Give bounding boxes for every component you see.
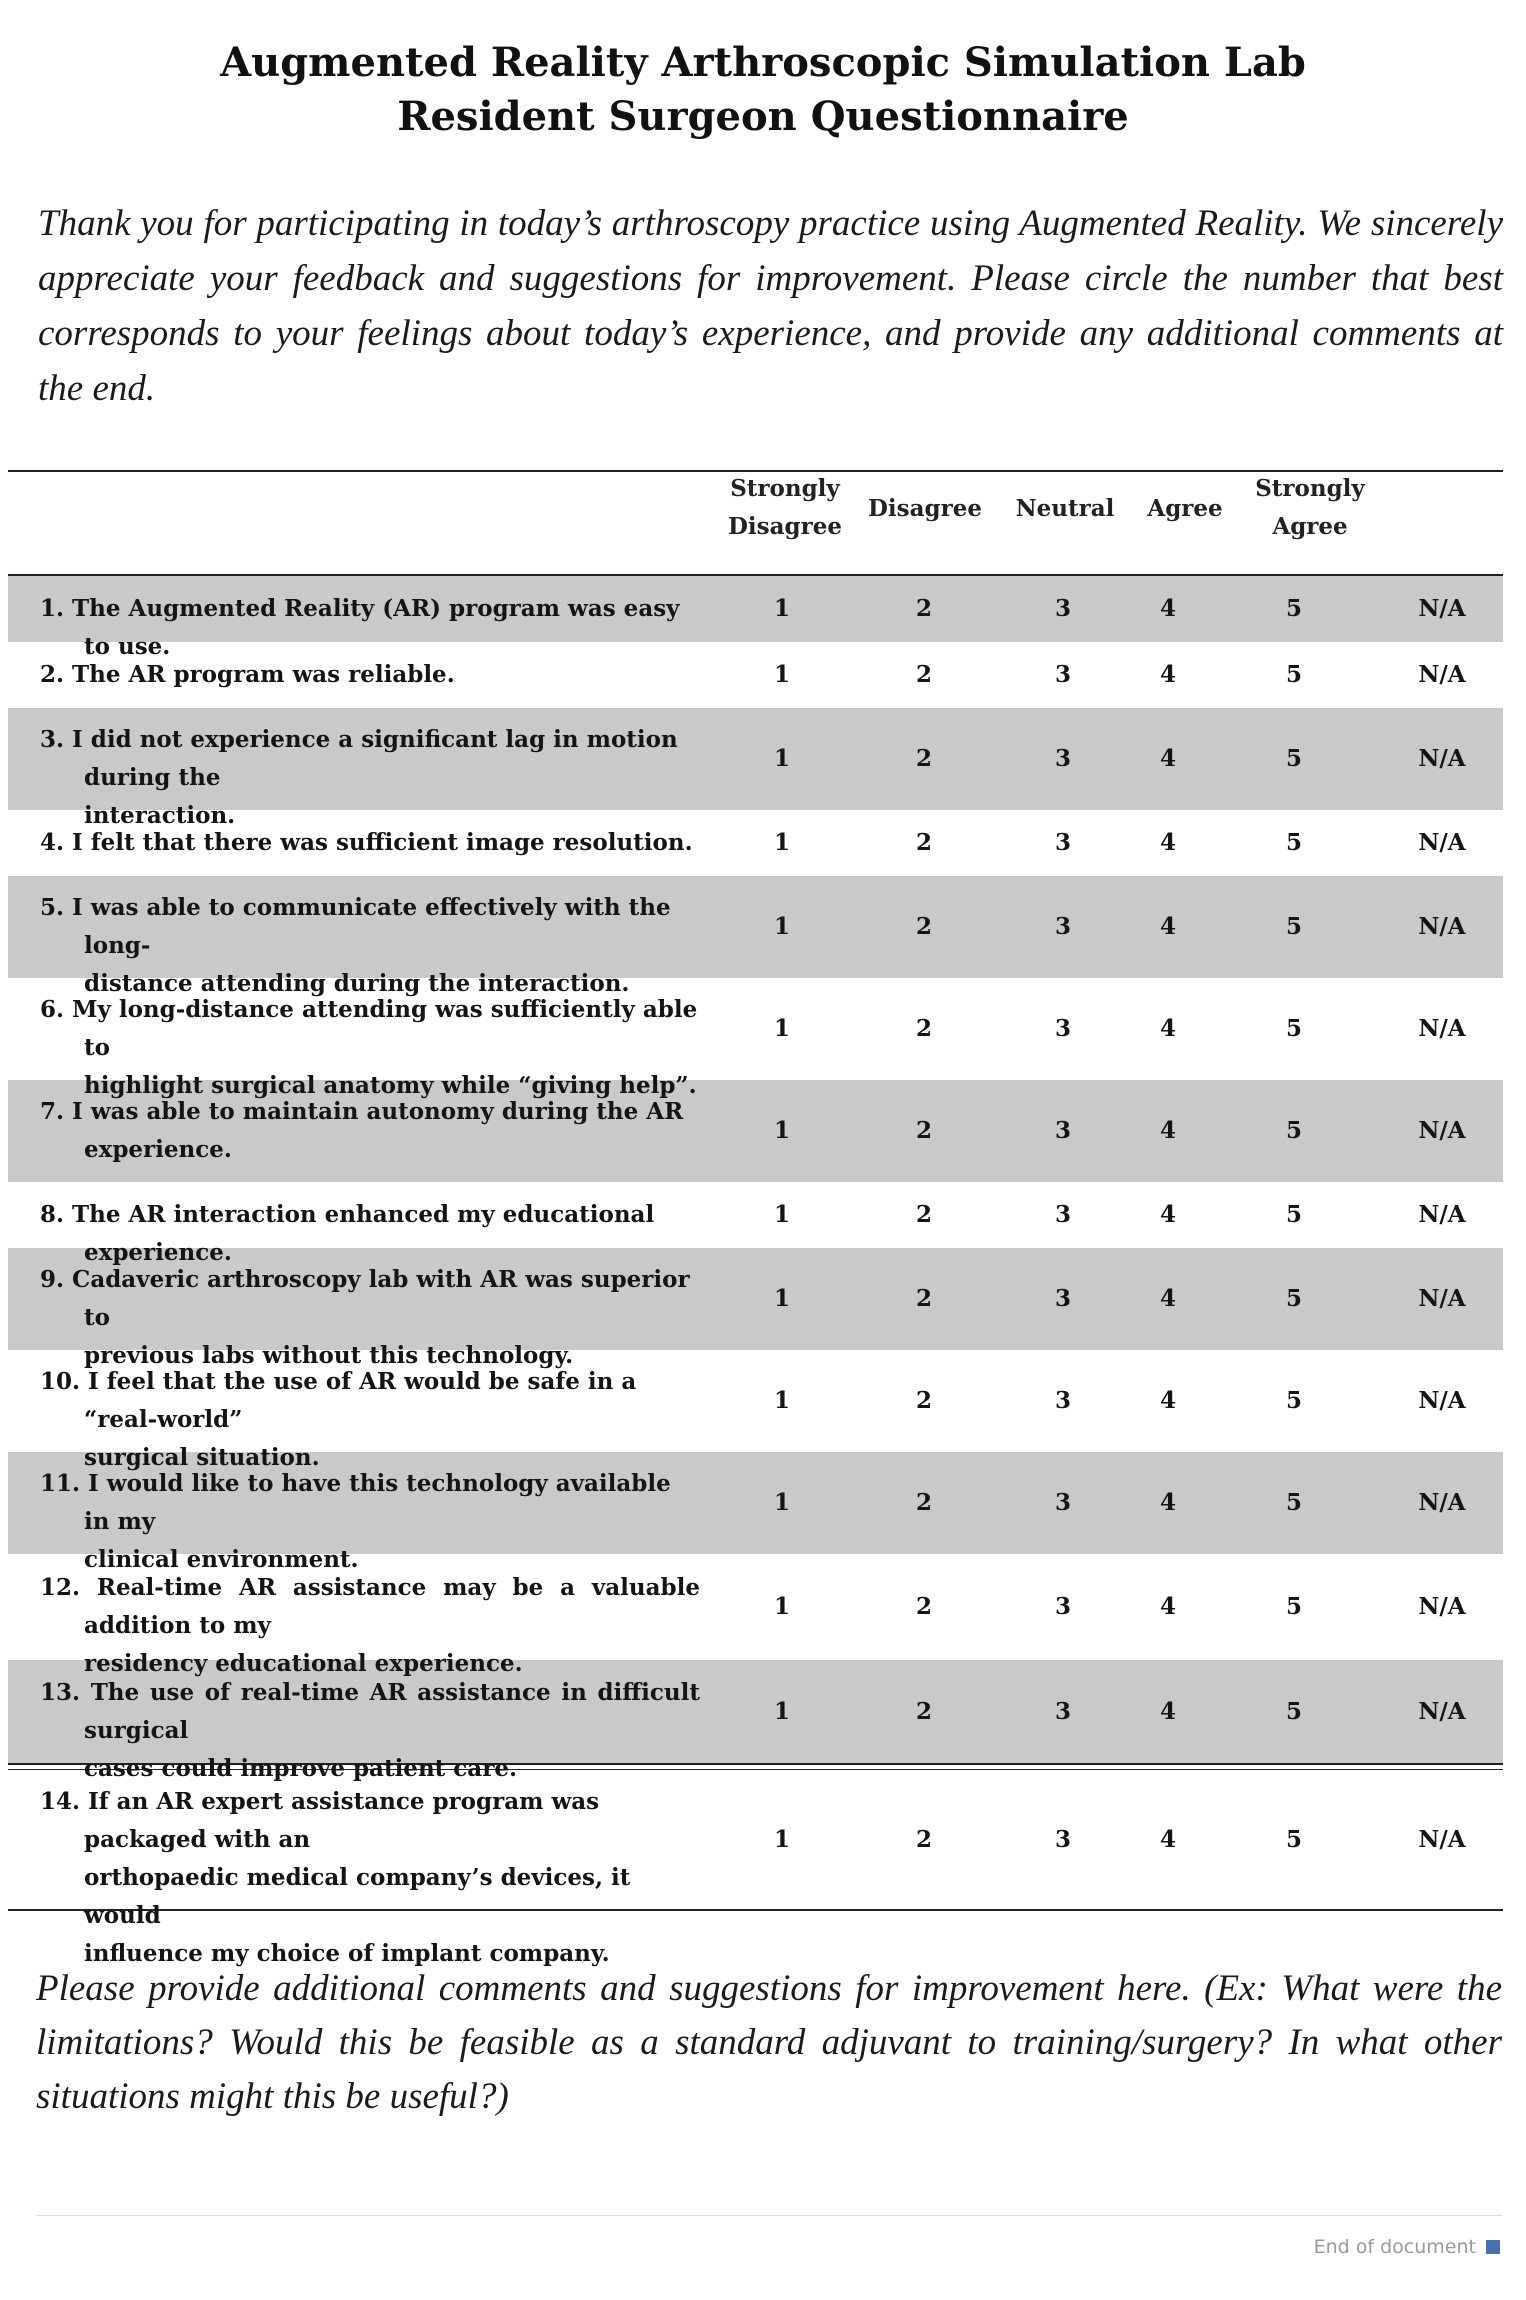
question-line: 12. Real-time AR assistance may be a valuable addition to my — [40, 1574, 700, 1639]
rating-option-3[interactable]: 3 — [1054, 661, 1071, 688]
rating-option-5[interactable]: 5 — [1285, 1387, 1302, 1414]
rating-option-3[interactable]: 3 — [1054, 913, 1071, 940]
rating-option-4[interactable]: 4 — [1159, 829, 1176, 856]
rating-option-1[interactable]: 1 — [773, 1593, 790, 1620]
rating-option-4[interactable]: 4 — [1159, 1826, 1176, 1853]
question-line: interaction. — [84, 802, 236, 829]
question-text — [40, 590, 700, 666]
question-line: 5. I was able to communicate effectively with the long- — [40, 894, 671, 959]
rating-option-3[interactable]: 3 — [1054, 1593, 1071, 1620]
rating-option-2[interactable]: 2 — [915, 1201, 932, 1228]
rating-option-5[interactable]: 5 — [1285, 1285, 1302, 1312]
rating-option-5[interactable]: 5 — [1285, 595, 1302, 622]
rating-option-4[interactable]: 4 — [1159, 1387, 1176, 1414]
rating-option-4[interactable]: 4 — [1159, 1201, 1176, 1228]
question-line: 13. The use of real-time AR assistance in difficult surgical — [40, 1678, 700, 1744]
header-disagree: Disagree — [867, 495, 982, 522]
rating-option-2[interactable]: 2 — [915, 829, 932, 856]
rating-option-5[interactable]: 5 — [1285, 1117, 1302, 1144]
rating-option-4[interactable]: 4 — [1159, 913, 1176, 940]
question-line: 6. My long-distance attending was sufficiently able to — [40, 996, 698, 1061]
rating-option-na[interactable]: N/A — [1418, 1117, 1466, 1144]
header-strongly-disagree-line2: Disagree — [727, 513, 842, 540]
question-line: 11. I would like to have this technology available in my — [40, 1470, 671, 1535]
rating-option-4[interactable]: 4 — [1159, 1015, 1176, 1042]
rating-option-na[interactable]: N/A — [1418, 745, 1466, 772]
rating-option-na[interactable]: N/A — [1418, 1489, 1466, 1516]
rating-option-2[interactable]: 2 — [915, 1826, 932, 1853]
question-line: 3. I did not experience a significant lag in motion during the — [40, 726, 678, 791]
question-line: experience. — [84, 1136, 232, 1163]
rating-option-2[interactable]: 2 — [915, 913, 932, 940]
rating-option-5[interactable]: 5 — [1285, 829, 1302, 856]
rating-option-1[interactable]: 1 — [773, 1117, 790, 1144]
question-line: 2. The AR program was reliable. — [40, 661, 455, 688]
question-text — [40, 1465, 700, 1579]
rating-option-5[interactable]: 5 — [1285, 1826, 1302, 1853]
question-text — [40, 991, 700, 1105]
rating-option-1[interactable]: 1 — [773, 1015, 790, 1042]
rating-option-na[interactable]: N/A — [1418, 1387, 1466, 1414]
rating-option-5[interactable]: 5 — [1285, 1015, 1302, 1042]
rating-option-1[interactable]: 1 — [773, 1697, 790, 1725]
rating-option-2[interactable]: 2 — [915, 745, 932, 772]
rating-option-5[interactable]: 5 — [1285, 1489, 1302, 1516]
rating-option-5[interactable]: 5 — [1285, 745, 1302, 772]
rating-option-3[interactable]: 3 — [1054, 595, 1071, 622]
question-line: 14. If an AR expert assistance program was packaged with an — [40, 1788, 600, 1853]
rating-option-na[interactable]: N/A — [1418, 1015, 1466, 1042]
rating-option-3[interactable]: 3 — [1054, 1117, 1071, 1144]
rating-option-3[interactable]: 3 — [1054, 1697, 1071, 1725]
question-text — [40, 656, 700, 694]
question-text — [40, 1674, 700, 1788]
document-title-line1: Augmented Reality Arthroscopic Simulation Lab — [220, 39, 1306, 86]
question-text — [40, 1093, 700, 1169]
rating-option-na[interactable]: N/A — [1418, 913, 1466, 940]
question-line: highlight surgical anatomy while “giving help”. — [84, 1072, 697, 1099]
rating-option-na[interactable]: N/A — [1418, 1593, 1466, 1620]
rating-option-5[interactable]: 5 — [1285, 1593, 1302, 1620]
rating-option-1[interactable]: 1 — [773, 829, 790, 856]
rating-option-2[interactable]: 2 — [915, 661, 932, 688]
question-line: influence my choice of implant company. — [84, 1940, 610, 1967]
header-strongly-agree — [1230, 470, 1390, 546]
header-strongly-agree-line1: Strongly — [1255, 475, 1365, 502]
question-line: 7. I was able to maintain autonomy during the AR — [40, 1098, 684, 1125]
question-line: 1. The Augmented Reality (AR) program was easy to use. — [40, 595, 680, 660]
rating-option-1[interactable]: 1 — [773, 1387, 790, 1414]
header-agree: Agree — [1147, 495, 1223, 522]
question-line: 10. I feel that the use of AR would be safe in a “real-world” — [40, 1368, 637, 1433]
question-text — [40, 1569, 700, 1683]
question-line: surgical situation. — [84, 1444, 320, 1471]
rating-option-4[interactable]: 4 — [1159, 1117, 1176, 1144]
rating-option-2[interactable]: 2 — [915, 1015, 932, 1042]
header-strongly-agree-line2: Agree — [1272, 513, 1348, 540]
rating-option-4[interactable]: 4 — [1159, 661, 1176, 688]
rating-option-5[interactable]: 5 — [1285, 913, 1302, 940]
end-marker-icon — [1486, 2240, 1500, 2254]
question-line: 8. The AR interaction enhanced my educational experience. — [40, 1201, 655, 1266]
rating-option-na[interactable]: N/A — [1418, 829, 1466, 856]
intro-paragraph: Thank you for participating in today’s arthroscopy practice using Augmented Reality. We sincerely appreciate your feedback and suggestions for improvement. Please circle the number that best corresponds to your feelings about today’s experience, and provide any additional comments at the end. — [38, 203, 1503, 409]
rating-option-4[interactable]: 4 — [1159, 595, 1176, 622]
rating-option-3[interactable]: 3 — [1054, 1015, 1071, 1042]
rating-option-na[interactable]: N/A — [1418, 595, 1466, 622]
rating-option-1[interactable]: 1 — [773, 745, 790, 772]
rating-option-2[interactable]: 2 — [915, 1489, 932, 1516]
question-text — [40, 824, 700, 862]
rating-option-4[interactable]: 4 — [1159, 1489, 1176, 1516]
rating-option-3[interactable]: 3 — [1054, 1489, 1071, 1516]
question-text — [40, 889, 700, 1003]
rating-option-2[interactable]: 2 — [915, 1697, 932, 1725]
rating-option-1[interactable]: 1 — [773, 595, 790, 622]
rating-option-2[interactable]: 2 — [915, 1593, 932, 1620]
header-neutral: Neutral — [1015, 495, 1115, 522]
header-strongly-disagree-line1: Strongly — [730, 475, 840, 502]
document-title-line2: Resident Surgeon Questionnaire — [397, 93, 1129, 140]
rating-option-3[interactable]: 3 — [1054, 1387, 1071, 1414]
rating-option-4[interactable]: 4 — [1159, 1593, 1176, 1620]
rating-option-na[interactable]: N/A — [1418, 1826, 1466, 1853]
rating-option-3[interactable]: 3 — [1054, 1285, 1071, 1312]
question-text — [40, 1783, 700, 1973]
rating-option-2[interactable]: 2 — [915, 1117, 932, 1144]
rating-option-4[interactable]: 4 — [1159, 1285, 1176, 1312]
end-of-document-label: End of document — [1313, 2236, 1476, 2258]
question-line: 4. I felt that there was sufficient image resolution. — [40, 829, 693, 856]
end-of-document — [1314, 2236, 1500, 2258]
rating-option-5[interactable]: 5 — [1285, 1201, 1302, 1228]
rating-option-4[interactable]: 4 — [1159, 1697, 1176, 1725]
question-text — [40, 721, 700, 835]
rating-option-3[interactable]: 3 — [1054, 1826, 1071, 1853]
rating-option-1[interactable]: 1 — [773, 1826, 790, 1853]
footer-divider — [36, 2215, 1502, 2216]
question-line: orthopaedic medical company’s devices, it would — [84, 1864, 631, 1929]
rating-option-1[interactable]: 1 — [773, 1201, 790, 1228]
rating-option-3[interactable]: 3 — [1054, 829, 1071, 856]
rating-option-2[interactable]: 2 — [915, 1387, 932, 1414]
comments-prompt: Please provide additional comments and suggestions for improvement here. (Ex: What were the limitations? Would this be feasible as a standard adjuvant to training/surgery? In what other situations might this be useful?) — [36, 1968, 1502, 2117]
rating-option-na[interactable]: N/A — [1418, 1201, 1466, 1228]
rating-option-na[interactable]: N/A — [1418, 1697, 1466, 1725]
rating-option-3[interactable]: 3 — [1054, 1201, 1071, 1228]
rating-option-2[interactable]: 2 — [915, 1285, 932, 1312]
rating-option-3[interactable]: 3 — [1054, 745, 1071, 772]
rating-option-2[interactable]: 2 — [915, 595, 932, 622]
question-line: residency educational experience. — [84, 1650, 523, 1677]
question-line: 9. Cadaveric arthroscopy lab with AR was superior to — [40, 1266, 690, 1331]
rating-option-1[interactable]: 1 — [773, 1285, 790, 1312]
rating-option-1[interactable]: 1 — [773, 661, 790, 688]
rating-option-5[interactable]: 5 — [1285, 1697, 1302, 1725]
header-strongly-disagree — [705, 470, 865, 546]
rating-option-1[interactable]: 1 — [773, 913, 790, 940]
rating-option-na[interactable]: N/A — [1418, 661, 1466, 688]
rating-option-4[interactable]: 4 — [1159, 745, 1176, 772]
question-line: previous labs without this technology. — [84, 1342, 574, 1369]
question-text — [40, 1363, 700, 1477]
rating-option-5[interactable]: 5 — [1285, 661, 1302, 688]
question-text — [40, 1261, 700, 1375]
rating-option-na[interactable]: N/A — [1418, 1285, 1466, 1312]
question-line: cases could improve patient care. — [84, 1754, 517, 1782]
rating-option-1[interactable]: 1 — [773, 1489, 790, 1516]
question-line: clinical environment. — [84, 1546, 359, 1573]
question-line: distance attending during the interaction. — [84, 970, 630, 997]
